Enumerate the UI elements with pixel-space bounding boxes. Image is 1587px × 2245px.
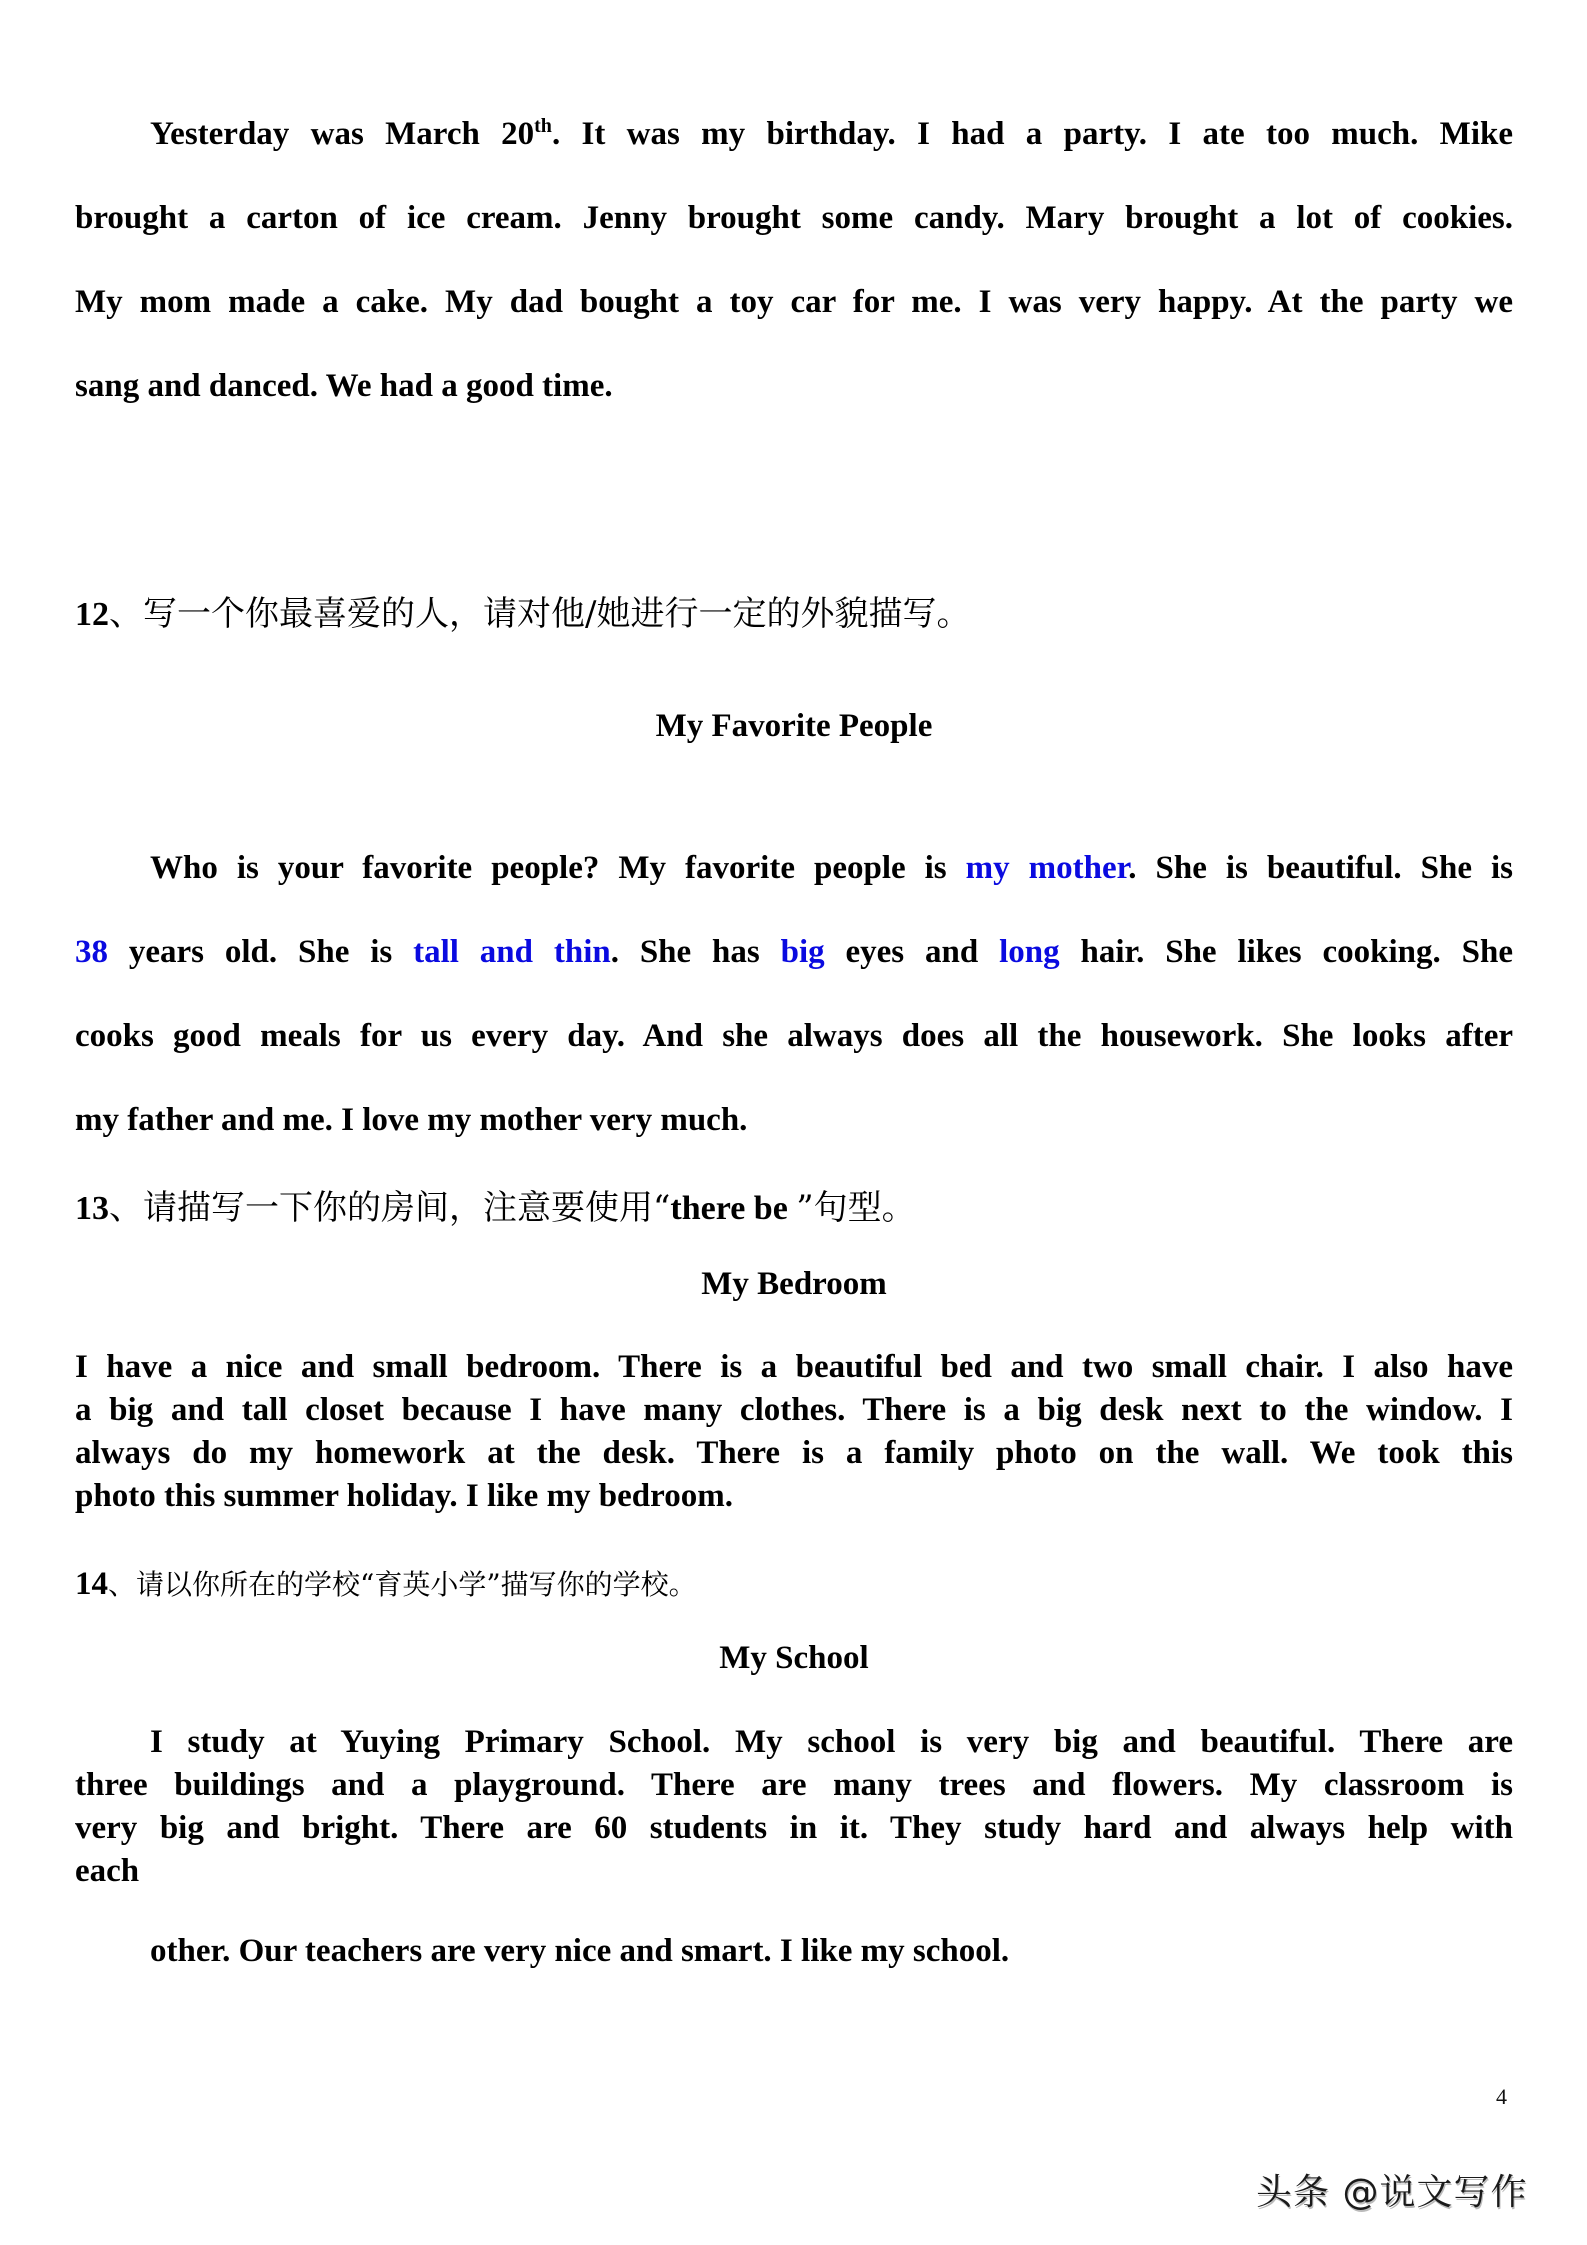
essay-title-bedroom: My Bedroom	[701, 1266, 887, 1302]
highlighted-phrase: tall and thin	[413, 934, 611, 970]
question-number: 12	[75, 596, 109, 633]
question-13-prompt: 13、请描写一下你的房间，注意要使用“there be ”句型。	[75, 1188, 916, 1228]
highlighted-phrase: my mother	[965, 850, 1129, 886]
paragraph-line: photo this summer holiday. I like my bedroom.	[75, 1478, 733, 1514]
essay-title-favorite-people: My Favorite People	[655, 708, 933, 744]
paragraph-line: brought a carton of ice cream. Jenny brought some candy. Mary brought a lot of cookies.	[75, 200, 1513, 236]
question-12-prompt: 12、写一个你最喜爱的人，请对他/她进行一定的外貌描写。	[75, 594, 971, 634]
birthday-essay	[75, 92, 1513, 428]
paragraph-line: sang and danced. We had a good time.	[75, 368, 613, 404]
favorite-people-paragraph	[75, 826, 1513, 1162]
question-14-prompt: 14、请以你所在的学校“育英小学”描写你的学校。	[75, 1566, 697, 1602]
paragraph-line: cooks good meals for us every day. And she always does all the housework. She looks after	[75, 1018, 1513, 1054]
paragraph-line: my father and me. I love my mother very much.	[75, 1102, 748, 1138]
birthday-paragraph	[75, 92, 1513, 428]
paragraph-line: very big and bright. There are 60 students in it. They study hard and always help with	[75, 1810, 1513, 1846]
question-number: 14	[75, 1566, 108, 1602]
school-essay-continuation	[75, 1930, 1513, 1973]
highlighted-phrase: 38	[75, 934, 108, 970]
paragraph-line: three buildings and a playground. There are many trees and flowers. My classroom is	[75, 1767, 1513, 1803]
question-13	[75, 1180, 1513, 1229]
school-essay	[75, 1721, 1513, 1893]
bedroom-essay	[75, 1346, 1513, 1518]
question-text: 写一个你最喜爱的人，请对他/她进行一定的外貌描写。	[143, 594, 971, 634]
question-14	[75, 1563, 1513, 1603]
paragraph-line: I study at Yuying Primary School. My school is very big and beautiful. There are	[150, 1724, 1513, 1760]
paragraph-line: I have a nice and small bedroom. There is a beautiful bed and two small chair. I also have	[75, 1349, 1513, 1385]
paragraph-line: each	[75, 1853, 140, 1889]
paragraph-line: a big and tall closet because I have many clothes. There is a big desk next to the window. I	[75, 1392, 1513, 1428]
paragraph-line: My mom made a cake. My dad bought a toy car for me. I was very happy. At the party we	[75, 284, 1513, 320]
watermark: 头条 @说文写作	[1256, 2172, 1528, 2213]
page-number: 4	[1496, 2084, 1507, 2109]
essay-title-school: My School	[719, 1640, 869, 1676]
paragraph-line: other. Our teachers are very nice and smart. I like my school.	[150, 1933, 1010, 1969]
school-paragraph	[75, 1721, 1513, 1893]
highlighted-phrase: big	[780, 934, 825, 970]
ordinal-suffix: th	[534, 115, 552, 137]
highlighted-phrase: long	[999, 934, 1060, 970]
paragraph-line: Yesterday was March 20th. It was my birthday. I had a party. I ate too much. Mike	[150, 115, 1513, 152]
question-12	[75, 586, 1513, 635]
bedroom-paragraph	[75, 1346, 1513, 1518]
question-number: 13	[75, 1190, 109, 1227]
question-text: 请以你所在的学校“育英小学”描写你的学校。	[136, 1568, 697, 1601]
paragraph-line: 38 years old. She is tall and thin. She has big eyes and long hair. She likes cooking. She	[75, 934, 1513, 970]
sentence-pattern: there be	[670, 1190, 797, 1227]
paragraph-line: Who is your favorite people? My favorite people is my mother. She is beautiful. She is	[150, 850, 1513, 886]
favorite-people-essay	[75, 826, 1513, 1162]
paragraph-line: always do my homework at the desk. There is a family photo on the wall. We took this	[75, 1435, 1513, 1471]
